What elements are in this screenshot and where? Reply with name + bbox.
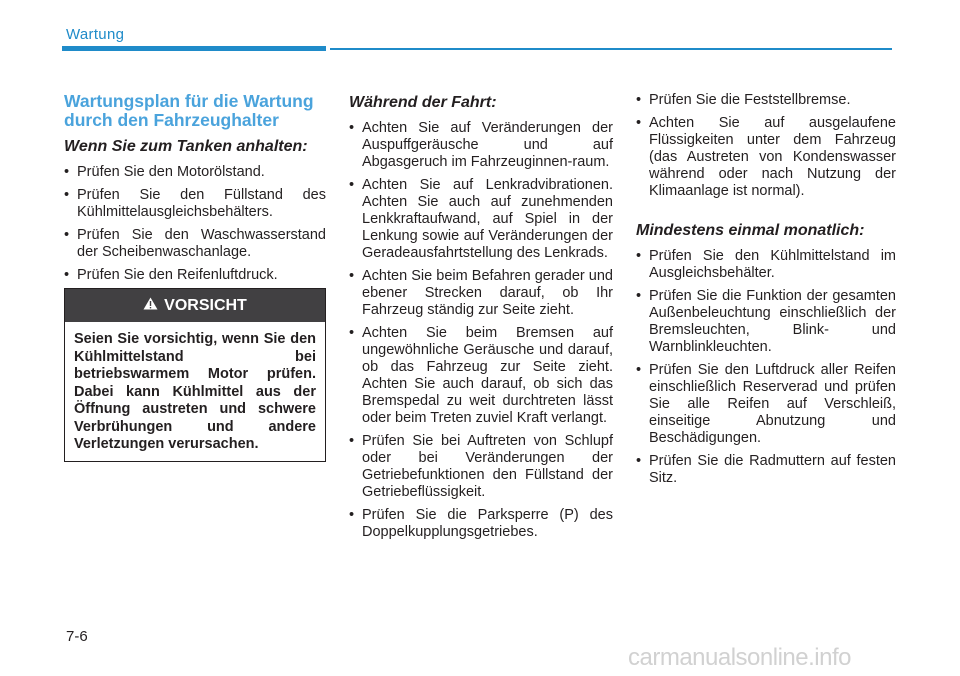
list-item: • Prüfen Sie den Reifenluftdruck. [64,267,326,284]
list-item: • Achten Sie auf ausgelaufene Flüssigkeiten unter dem Fahrzeug (das Austreten von Kondenswasser während oder nach Nutzung der Klimaanlage ist normal). [636,115,896,200]
page-title: Wartungsplan für die Wartung durch den Fahrzeughalter [64,91,314,130]
driving-checklist [349,120,613,541]
list-item: • Achten Sie auf Lenkradvibrationen. Achten Sie auch auf zunehmenden Lenkkraftaufwand, auf Spiel in der Lenkung sowie auf Veränderungen der Geradeausfahrtstellung des Lenkrads. [349,177,613,262]
subtitle-driving: Während der Fahrt: [349,94,497,111]
page-number: 7-6 [66,628,88,645]
caution-label: VORSICHT [164,296,247,314]
list-item: • Prüfen Sie die Radmuttern auf festen Sitz. [636,453,896,487]
list-item: • Achten Sie beim Bremsen auf ungewöhnliche Geräusche und darauf, ob das Fahrzeug zur Seite zieht. Achten Sie auch darauf, ob sich das Bremspedal zu weit durchtreten lässt oder beim Treten zuviel Kraft verlangt. [349,325,613,427]
list-item: • Prüfen Sie den Motorölstand. [64,164,326,181]
column-2 [349,92,613,547]
list-item: • Prüfen Sie den Waschwasserstand der Scheibenwaschanlage. [64,227,326,261]
section-label: Wartung [66,26,125,43]
watermark: carmanualsonline.info [628,644,851,671]
list-item: • Achten Sie beim Befahren gerader und ebener Strecken darauf, ob Ihr Fahrzeug ständig zur Seite zieht. [349,268,613,319]
column-1 [64,92,326,290]
list-item: • Achten Sie auf Veränderungen der Auspuffgeräusche und auf Abgasgeruch im Fahrzeuginnen-raum. [349,120,613,171]
subtitle-refueling: Wenn Sie zum Tanken anhalten: [64,138,308,155]
refueling-checklist [64,164,326,284]
caution-header [65,289,325,322]
driving-checklist-continued [636,92,896,200]
list-item: • Prüfen Sie die Funktion der gesamten Außenbeleuchtung einschließlich der Bremsleuchten, Blink- und Warnblinkleuchten. [636,288,896,356]
list-item: • Prüfen Sie den Luftdruck aller Reifen einschließlich Reserverad und prüfen Sie alle Reifen auf Verschleiß, einseitige Abnutzung und Beschädigungen. [636,362,896,447]
subtitle-monthly: Mindestens einmal monatlich: [636,222,865,239]
caution-text: Seien Sie vorsichtig, wenn Sie den Kühlmittelstand bei betriebswarmem Motor prüfen. Dabei kann Kühlmittel aus der Öffnung austreten und schwere Verbrühungen und andere Verletzungen verursachen. [74,331,316,452]
list-item: • Prüfen Sie den Kühlmittelstand im Ausgleichsbehälter. [636,248,896,282]
warning-triangle-icon [143,297,158,315]
header-divider-line [330,48,892,50]
list-item: • Prüfen Sie bei Auftreten von Schlupf oder bei Veränderungen der Getriebefunktionen den Füllstand der Getriebeflüssigkeit. [349,433,613,501]
list-item: • Prüfen Sie die Feststellbremse. [636,92,896,109]
list-item: • Prüfen Sie den Füllstand des Kühlmittelausgleichsbehälters. [64,187,326,221]
column-3 [636,92,896,493]
monthly-checklist [636,248,896,487]
list-item: • Prüfen Sie die Parksperre (P) des Doppelkupplungsgetriebes. [349,507,613,541]
caution-box [64,288,326,462]
header-accent-bar [62,46,326,51]
